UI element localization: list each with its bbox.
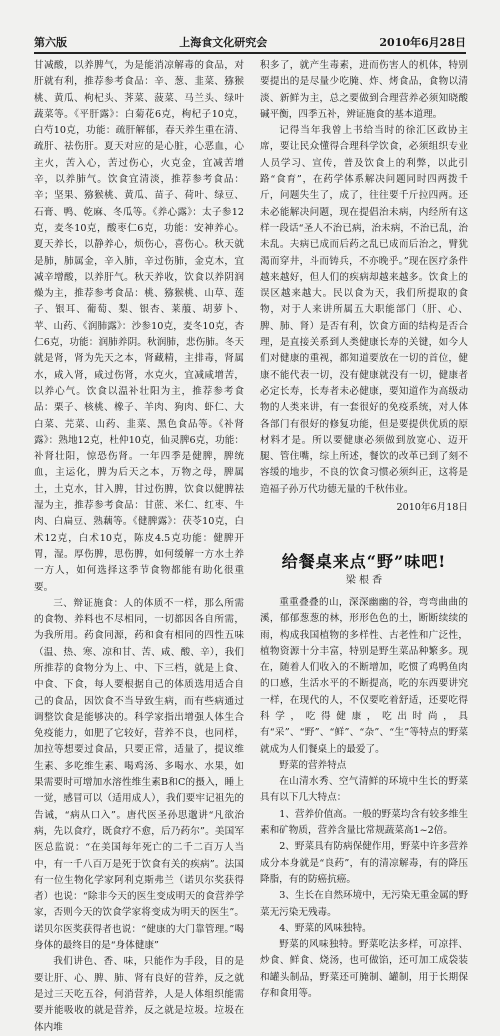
paragraph: 甘减酸，以养脾气，为是能消凉解毒的食品，对肝就有利，推荐参考食品：辛、葱、韭菜、猕猴桃、黄瓜、枸杞头、荠菜、菠菜、马兰头、绿叶蔬菜等。《平肝露》：白菊花6克，枸杞子10克，白芍10克，功能：疏肝解郁，春天养生重在清、疏肝、祛伤肝。夏天对应的是心脏，心恶血，心主火，苦入心，苦过伤心，火克金，宜减苦增辛，以养肺气。饮食宜清淡，推荐参考食品：辛；坚果、猕猴桃、黄瓜、苗子、荷叶、绿豆、石膏、鸭、乾麻、冬瓜等。《养心露》：太子参12克，麦冬10克，酸枣仁6克，功能：安神养心。夏天养长，以静养心，烦伤心，喜伤心。秋天就是肺，肺属金，辛入肺，辛过伤肺，金克木，宜减辛增酸，以养肝气。秋天养收，饮食以养阴润燥为主，推荐参考食品：桃、猕猴桃、山草、莲子、银耳、葡萄、梨、银杏、莱菔、胡萝卜、苹、山药、《润肺露》：沙参10克，麦冬10克，杏仁6克，功能：润肺养阴。秋润肺，悲伤肺。冬天就是肾，肾为先天之本，肾藏精，主排毒，肾属水，咸入肾，咸过伤肾，水克火，宜减咸增苦，以养心气。饮食以温补壮阳为主，推荐参考食品：栗子、核桃、橡子、羊肉、狗肉、虾仁、大白菜、芫菜、山药、韭菜、黑色食品等。《补肾露》：熟地12克，杜仲10克，仙灵脾6克，功能：补肾壮阳，惊恐伤肾。一年四季是健脾，脾统血，主运化，脾为后天之本，万物之母，脾属土，土克水，甘入脾，甘过伤脾，饮食以健脾祛湿为主，推荐参考食品：甘蔗、米仁、红枣、牛肉、白扁豆、熟藕等。《健脾露》：茯苓10克，白术12克，白术10克，陈皮4.5克功能：健脾开胃，湿。厚伤脾，思伤脾，如何缓解一方水土养一方人，如何选择这季节食物都能有助化很重要。 [34,60,244,593]
issue-date: 2010年6月28日 [379,36,466,49]
paragraph: 3、生长在自然环境中，无污染无重金属的野菜无污染无残毒。 [260,890,468,918]
paragraph: 野菜的风味独特。野菜吃法多样，可凉拌、炒食、鲜食、烧汤，也可做馅，还可加工成袋装和罐头制品，野菜还可腌制、罐制，用于长期保存和食用等。 [260,939,468,1000]
right-column [260,58,468,1000]
paragraph: 我们讲色、香、味，只能作为手段，目的是要让肝、心、脾、肺、肾有良好的营养，反之就是过三天吃五谷，何消营养，人是人体组织能需要并能吸收的就是营养，反之就是垃圾。垃圾在体内堆 [34,956,244,1033]
paragraph: 在山清水秀、空气清鲜的环境中生长的野菜具有以下几大特点： [260,776,468,804]
article-title: 给餐桌来点“野”味吧! [281,552,447,572]
paragraph: 1、营养价值高。一般的野菜均含有较多维生素和矿物质，营养含量比常规蔬菜高1~2倍。 [260,808,468,837]
article-date: 2010年6月18日 [396,502,468,514]
paragraph: 积多了，就产生毒素，进而伤害人的机体，特别要提出的是尽量少吃腌、炸、烤食品，食物以清淡、新鲜为主，总之要做到合理营养必须知晓酸碱平衡，四季五补，辨证施食的基本道理。 [260,60,468,120]
page-number: 第六版 [34,36,67,49]
left-column [34,58,244,1033]
page-header [34,28,466,54]
paragraph: 2、野菜具有防病保健作用，野菜中许多营养成分本身就是“良药”，有的清凉解毒，有的降压降脂，有的防癌抗癌。 [260,841,468,885]
paragraph: 三、辩证施食：人的体质不一样，那么所需的食物、养料也不尽相同，一切都因各自所需，为我所用。药食同源，药和食有相同的四性五味（温、热、寒、凉和甘、苦、咸、酸、辛），我们所推荐的食物分为上、中、下三档，就是上食、中食、下食，每人要根据自己的体质选用适合自己的食品，因饮食不当导致生病，而有些病通过调整饮食是能够决的。科学家指出增强人体生合免疫能力，如肥了它较好，营养不良，也同样，加拉等想要过食品，只要正常，适量了，提议维生素、多吃维生素、喝鸡汤、多喝水、水果，如果需要时可增加水溶性维生素B和C的摄入，睡上一觉，感冒可以（适用成人），我们要牢记祖先的告诫，“病从口入”。唐代医圣孙思邈讲“凡欲治病，先以食疗，既食疗不愈，后乃药尔”。美国军医总监说：“在美国每年死亡的二千二百万人当中，有一千八百万是死于饮食有关的疾病”。法国有一位生物化学家阿利克斯弗兰（诺贝尔奖获得者）也说：“除非今天的医生变成明天的食营养学家，否则今天的饮食学家将变成为明天的医生”。诺贝尔医奖获得者也说：“健康的大门靠管理。”喝身体的最终目的是“身体健康” [34,597,244,952]
article-byline: 梁 根 香 [345,574,383,586]
paragraph: 重重叠叠的山，深深幽幽的谷，弯弯曲曲的溪，郁郁葱葱的林，形形色色的土，断断续续的雨，构成我国植物的多样性、古老性和广泛性，植物资源十分丰富，特别是野生菜品种繁多。现在，随着人们收入的不断增加，吃惯了鸡鸭鱼肉的口感，生活水平的不断提高，吃的东西要讲究一样，在现代的人，不仅要吃着舒适，还要吃得科学，吃得健康，吃出时尚，具有“采”、“野”、“鲜”、“杂”、“生”等特点的野菜就成为人们餐桌上的最爱了。 [260,596,468,755]
section-heading: 4、野菜的风味独特。 [279,922,372,934]
publication-name: 上海食文化研究会 [179,36,268,49]
paragraph: 记得当年我曾上书给当时的徐汇区政协主席，要让民众懂得合理科学饮食，必须组织专业人员学习、宣传，普及饮食上的利弊，以此引路“食育”，在药学体系解决问题同时四两拨千斤，问题失生了，成了，往往要千斤拉四两。还未必能解决问题，现在提倡治未病，内经所有这样一段话“圣人不治已病，治未病，不治已乱，治未乱。夫病已成而后药之乱已成而后治之，臂犹渴而穿井，斗而铸兵，不亦晚乎。”现在医疗条件越来越好，但人们的疾病却越来越多。饮食上的误区越来越大。民以食为天，我们所提取的食物，对于人来讲所属五大职能部门（肝、心、脾、肺、肾）是否有利，饮食方面的结构是否合理，是直接关系到人类健康长寿的关键，如今人们对健康的重视，都知道要放在一切的首位，健康不能代表一切，没有健康就没有一切，健康者必定长寿，长寿者未必健康，要知道作为高级动物的人类来讲，有一套很好的免疫系统，对人体各部门有很好的修复功能，但是要提供优质的原材料才是。所以要健康必须做到放宽心、迈开腿、管住嘴，综上所述，餐饮的改革已到了刻不容缓的地步，不良的饮食习惯必须纠正，这将是造福子孙万代功德无量的千秋伟业。 [260,125,468,495]
section-heading: 野菜的营养特点 [279,759,347,771]
